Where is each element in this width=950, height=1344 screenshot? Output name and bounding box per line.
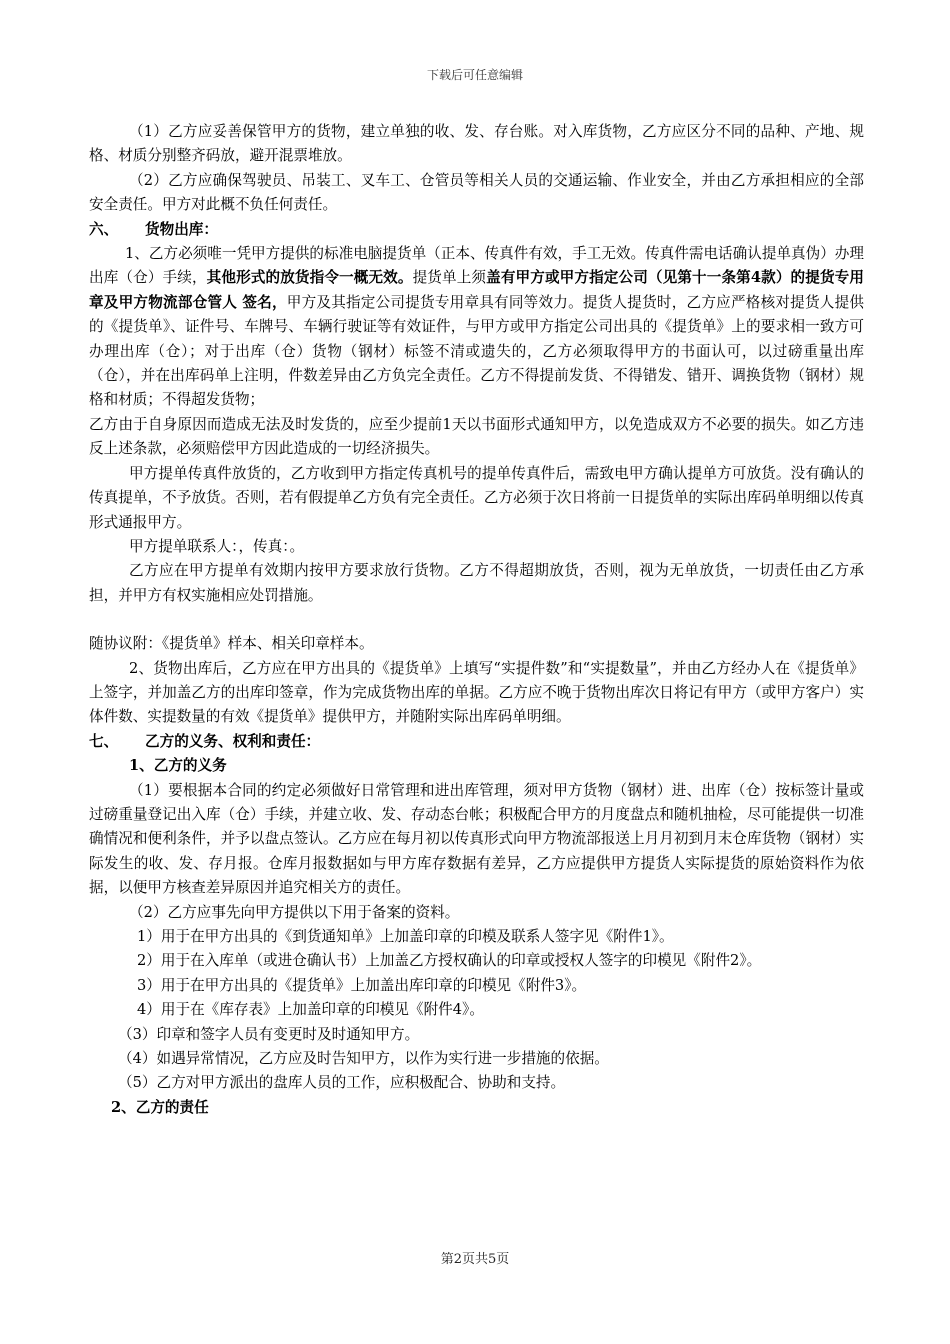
list-item: （5）乙方对甲方派出的盘库人员的工作，应积极配合、协助和支持。 [118, 1074, 566, 1092]
list-item: 1）用于在甲方出具的《到货通知单》上加盖印章的印模及联系人签字见《附件1》。 [137, 928, 674, 945]
list-item: （3）印章和签字人员有变更时及时通知甲方。 [118, 1025, 420, 1043]
paragraph: 乙方应在甲方提单有效期内按甲方要求放行货物。乙方不得超期放货，否则，视为无单放货，一切责任由乙方承担，并甲方有权实施相应处罚措施。 [89, 562, 864, 604]
paragraph: 甲方提单联系人：，传真：。 [129, 537, 305, 555]
subsection-heading: 2、乙方的责任 [111, 1098, 209, 1116]
list-item: 4）用于在《库存表》上加盖印章的印模见《附件4》。 [137, 1001, 484, 1019]
paragraph [89, 242, 864, 413]
blank-line [89, 608, 864, 632]
section-heading-6 [89, 218, 864, 242]
section-heading-7 [89, 730, 864, 754]
paragraph: （2）乙方应确保驾驶员、吊装工、叉车工、仓管员等相关人员的交通运输、作业安全，并由乙方承担相应的全部安全责任。甲方对此概不负任何责任。 [89, 171, 864, 214]
paragraph-text: 甲方及其指定公司提货专用章具有同等效力。提货人提货时，乙方应严格核对提货人提供的《提货单》、证件号、车牌号、车辆行驶证等有效证件，与甲方或甲方指定公司出具的《提货单》上的要求相一致方可办理出库（仓）；对于出库（仓）货物（钢材）标签不清或遗失的，乙方必须取得甲方的书面认可，以过磅重量出库（仓），并在出库码单上注明，件数差异由乙方负完全责任。乙方不得提前发货、不得错发、错开、调换货物（钢材）规格和材质；不得超发货物； [89, 293, 864, 409]
bold-text: 其他形式的放货指令一概无效。 [206, 269, 413, 287]
section-title: 乙方的义务、权利和责任： [145, 732, 321, 750]
section-number: 六、 [89, 220, 119, 238]
paragraph-text: 提货单上须 [412, 269, 487, 287]
paragraph: （1）乙方应妥善保管甲方的货物，建立单独的收、发、存台账。对入库货物，乙方应区分不同的品种、产地、规格、材质分别整齐码放，避开混票堆放。 [89, 123, 864, 165]
list-item: 3）用于在甲方出具的《提货单》上加盖出库印章的印模见《附件3》。 [137, 976, 587, 994]
paragraph: 甲方提单传真件放货的，乙方收到甲方指定传真机号的提单传真件后，需致电甲方确认提单方可放货。没有确认的传真提单，不予放货。否则，若有假提单乙方负有完全责任。乙方必须于次日将前一日提货单的实际出库码单明细以传真形式通报甲方。 [89, 464, 864, 531]
section-number: 七、 [89, 732, 119, 750]
paragraph: （2）乙方应事先向甲方提供以下用于备案的资料。 [129, 903, 460, 921]
paragraph: 随协议附：《提货单》样本、相关印章样本。 [89, 635, 374, 653]
paragraph: 2、货物出库后，乙方应在甲方出具的《提货单》上填写“实提件数”和“实提数量”，并由乙方经办人在《提货单》上签字，并加盖乙方的出库印签章，作为完成货物出库的单据。乙方应不晚于货物出库次日将记有甲方（或甲方客户）实体件数、实提数量的有效《提货单》提供甲方，并随附实际出库码单明细。 [89, 659, 864, 726]
paragraph: （1）要根据本合同的约定必须做好日常管理和进出库管理，须对甲方货物（钢材）进、出库（仓）按标签计量或过磅重量登记出入库（仓）手续，并建立收、发、存动态台帐；积极配合甲方的月度盘点和随机抽检，尽可能提供一切准确情况和便利条件，并予以盘点签认。乙方应在每月初以传真形式向甲方物流部报送上月月初到月末仓库货物（钢材）实际发生的收、发、存月报。仓库月报数据如与甲方库存数据有差异，乙方应提供甲方提货人实际提货的原始资料作为依据，以便甲方核查差异原因并追究相关方的责任。 [89, 781, 864, 897]
bold-text: 盖有甲方或甲方指定公司（见第十一条第4款）的提货专用章及甲方物流部仓管人 签名， [89, 269, 864, 311]
list-item: 2）用于在入库单（或进仓确认书）上加盖乙方授权确认的印章或授权人签字的印模见《附件2》。 [137, 952, 762, 970]
paragraph-text: 1、乙方必须唯一凭甲方提供的标准电脑提货单（正本、传真件有效，手工无效。传真件需电话确认提单真伪）办理出库（仓）手续， [89, 245, 864, 287]
section-title: 货物出库： [145, 220, 218, 238]
page-header: 下载后可任意编辑 [426, 68, 523, 82]
document-body [89, 120, 864, 1120]
list-item: （4）如遇异常情况，乙方应及时告知甲方，以作为实行进一步措施的依据。 [118, 1050, 609, 1068]
paragraph: 乙方由于自身原因而造成无法及时发货的，应至少提前1天以书面形式通知甲方，以免造成双方不必要的损失。如乙方违反上述条款，必须赔偿甲方因此造成的一切经济损失。 [89, 415, 864, 458]
subsection-heading: 1、乙方的义务 [129, 757, 227, 775]
page-footer: 第2页共5页 [440, 1252, 510, 1267]
